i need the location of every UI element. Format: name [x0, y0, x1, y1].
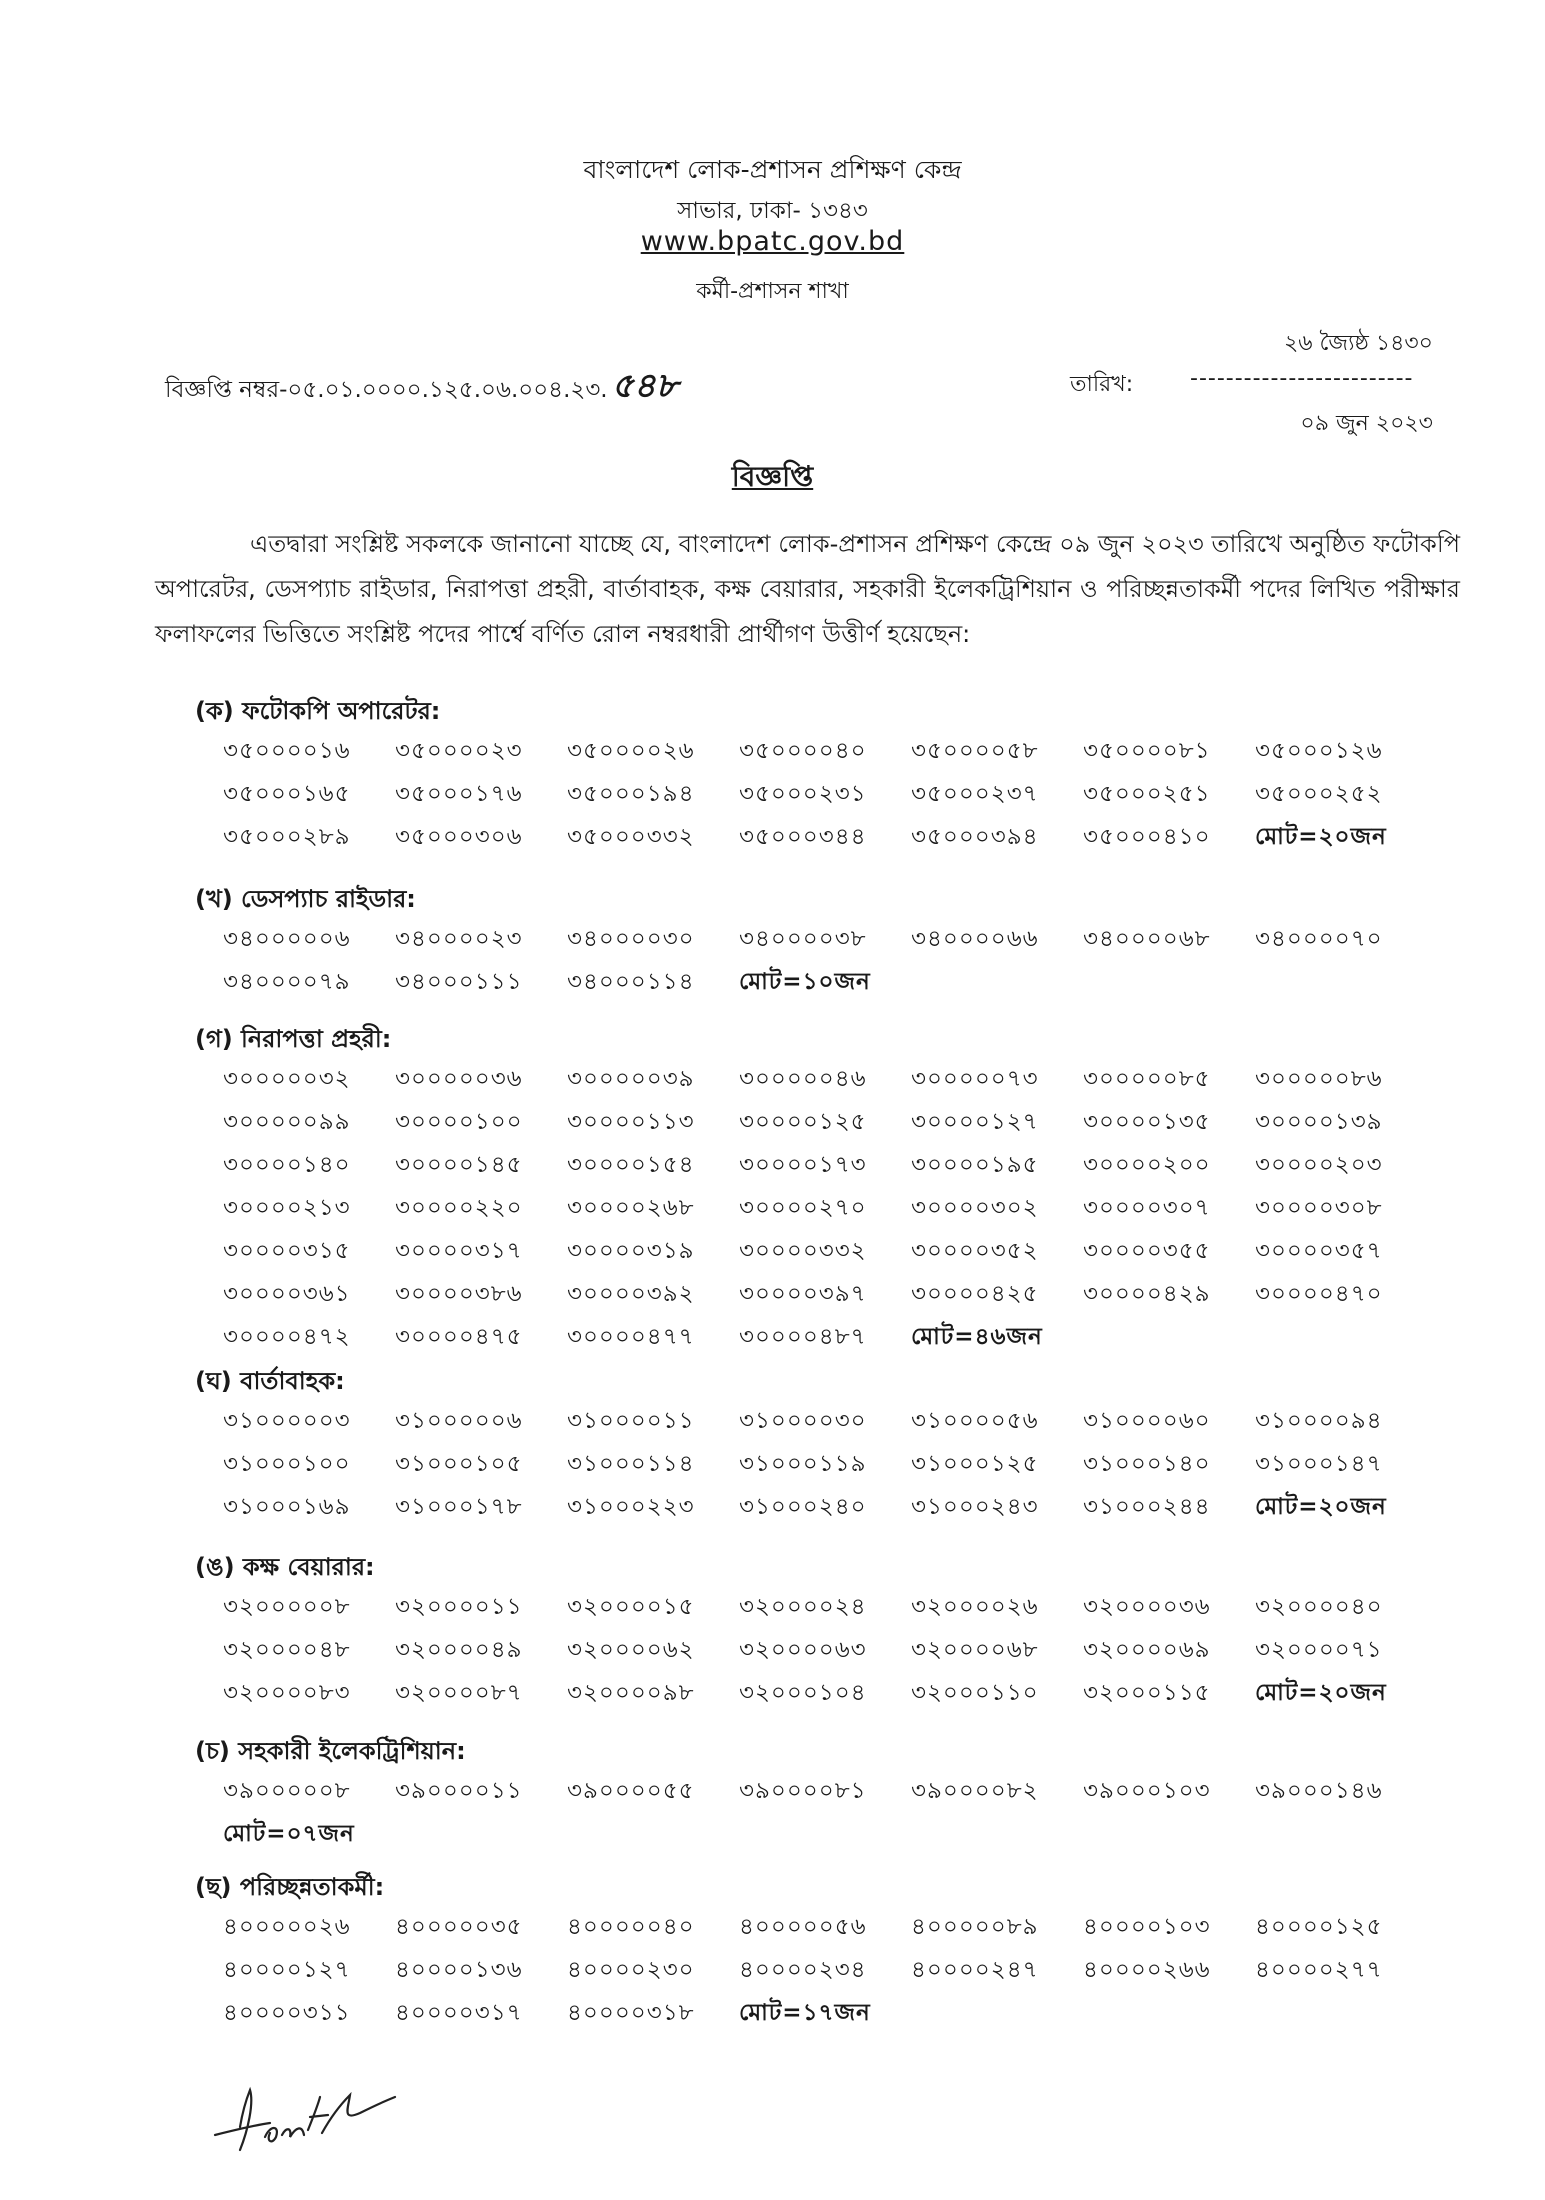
roll-number: ৩৪০০০১১৪ — [567, 969, 695, 995]
roll-number: ৩১০০০১৭৮ — [395, 1494, 523, 1520]
roll-number-grid — [205, 1906, 1455, 2035]
roll-number: ৩২০০০০৭১ — [1255, 1637, 1383, 1663]
organization-address: সাভার, ঢাকা- ১৩৪৩ — [677, 198, 868, 224]
roll-number: ৩১০০০১০০ — [223, 1451, 351, 1477]
roll-number: ৩৯০০০০০৮ — [223, 1778, 351, 1804]
roll-number: ৩১০০০০৫৬ — [911, 1408, 1039, 1434]
roll-number: ৪০০০০১০৩ — [1083, 1914, 1211, 1940]
roll-number: ৩১০০০০৬০ — [1083, 1408, 1211, 1434]
roll-number: ৪০০০০২৪৭ — [911, 1957, 1039, 1983]
roll-number: ৩৫০০০৩০৬ — [395, 824, 523, 850]
section-title: (খ) ডেসপ্যাচ রাইডার: — [195, 885, 416, 913]
roll-number-grid — [205, 1586, 1455, 1715]
roll-number: ৩৫০০০১৬৫ — [223, 781, 351, 807]
roll-number: ৩৯০০০০১১ — [395, 1778, 523, 1804]
roll-number: ৩৫০০০০১৬ — [223, 738, 351, 764]
roll-number: ৩১০০০২৪০ — [739, 1494, 867, 1520]
roll-number-grid — [205, 730, 1455, 859]
roll-number: ৩০০০০১৫৪ — [567, 1152, 695, 1178]
roll-number: ৩৫০০০০৫৮ — [911, 738, 1039, 764]
roll-number: ৩৪০০০০৩০ — [567, 926, 695, 952]
roll-number: ৩১০০০০১১ — [567, 1408, 695, 1434]
roll-number: ৩০০০০৩৬১ — [223, 1281, 351, 1307]
roll-number: ৩১০০০১১৯ — [739, 1451, 867, 1477]
roll-number: ৪০০০০০২৬ — [223, 1914, 351, 1940]
roll-number: ৩০০০০৪৭৭ — [567, 1324, 695, 1350]
roll-number: ৩০০০০৪৮৭ — [739, 1324, 867, 1350]
roll-number: ৩০০০০২০৩ — [1255, 1152, 1383, 1178]
date-line: ------------------------- — [1190, 366, 1414, 391]
roll-number: ৩৪০০০০৭৯ — [223, 969, 351, 995]
roll-number: ৩২০০০০৪৯ — [395, 1637, 523, 1663]
section-title: (ছ) পরিচ্ছন্নতাকর্মী: — [195, 1873, 385, 1901]
section-total: মোট=১৭জন — [739, 2000, 871, 2026]
website-link[interactable]: www.bpatc.gov.bd — [640, 226, 905, 257]
roll-number: ৩৯০০০০৮১ — [739, 1778, 867, 1804]
notice-body: এতদ্বারা সংশ্লিষ্ট সকলকে জানানো যাচ্ছে যে, বাংলাদেশ লোক-প্রশাসন প্রশিক্ষণ কেন্দ্রে ০৯ জুন ২০২৩ তারিখে অনুষ্ঠিত ফটোকপি অপারেটর, ডেসপ্যাচ রাইডার, নিরাপত্তা প্রহরী, বার্তাবাহক, কক্ষ বেয়ারার, সহকারী ইলেকট্রিশিয়ান ও পরিচ্ছন্নতাকর্মী পদের লিখিত পরীক্ষার ফলাফলের ভিত্তিতে সংশ্লিষ্ট পদের পার্শ্বে বর্ণিত রোল নম্বরধারী প্রার্থীগণ উত্তীর্ণ হয়েছেন: — [155, 530, 1460, 648]
roll-number: ৩০০০০০৩৬ — [395, 1066, 523, 1092]
section-total: মোট=২০জন — [1255, 1680, 1387, 1706]
roll-number: ৩৫০০০২৩৭ — [911, 781, 1039, 807]
roll-number: ৩১০০০২৪৩ — [911, 1494, 1039, 1520]
memo-number-text: বিজ্ঞপ্তি নম্বর-০৫.০১.০০০০.১২৫.০৬.০০৪.২৩. — [165, 377, 608, 403]
roll-number: ৩১০০০০০৬ — [395, 1408, 523, 1434]
roll-number: ৩১০০০০৯৪ — [1255, 1408, 1383, 1434]
memo-handwritten-number: ৫৪৮ — [611, 366, 678, 406]
roll-number: ৩০০০০৩৫২ — [911, 1238, 1039, 1264]
roll-number: ৪০০০০২৭৭ — [1255, 1957, 1383, 1983]
roll-number: ৩০০০০১২৭ — [911, 1109, 1039, 1135]
roll-number: ৩০০০০০৯৯ — [223, 1109, 351, 1135]
roll-number: ৩৯০০০০৫৫ — [567, 1778, 695, 1804]
roll-number: ৩১০০০০৩০ — [739, 1408, 867, 1434]
roll-number: ৩০০০০০৮৬ — [1255, 1066, 1383, 1092]
roll-number: ৪০০০০১২৫ — [1255, 1914, 1383, 1940]
roll-number: ৩২০০০০১৫ — [567, 1594, 695, 1620]
notice-title-text: বিজ্ঞপ্তি — [731, 460, 814, 493]
organization-name: বাংলাদেশ লোক-প্রশাসন প্রশিক্ষণ কেন্দ্র — [583, 155, 962, 184]
roll-number: ৩০০০০৪৭২ — [223, 1324, 351, 1350]
roll-number: ৩০০০০২০০ — [1083, 1152, 1211, 1178]
section-total: মোট=২০জন — [1255, 824, 1387, 850]
roll-number: ৩০০০০২৬৮ — [567, 1195, 695, 1221]
roll-number-grid — [205, 1058, 1455, 1359]
roll-number: ৩২০০০০৪০ — [1255, 1594, 1383, 1620]
result-section — [195, 1020, 1455, 1359]
roll-number: ৩৪০০০১১১ — [395, 969, 523, 995]
roll-number: ৩১০০০০০৩ — [223, 1408, 351, 1434]
english-date: ০৯ জুন ২০২৩ — [1300, 411, 1433, 436]
roll-number: ৩৫০০০০৪০ — [739, 738, 867, 764]
roll-number: ৩২০০০০৮৭ — [395, 1680, 523, 1706]
roll-number: ৩২০০০০৬৮ — [911, 1637, 1039, 1663]
roll-number: ৩৫০০০৩৪৪ — [739, 824, 867, 850]
roll-number: ৩০০০০৩৫৫ — [1083, 1238, 1211, 1264]
roll-number: ৩৫০০০১৯৪ — [567, 781, 695, 807]
roll-number: ৩২০০০০৬৯ — [1083, 1637, 1211, 1663]
roll-number: ৩০০০০৩৮৬ — [395, 1281, 523, 1307]
roll-number: ৩৫০০০৪১০ — [1083, 824, 1211, 850]
roll-number: ৩০০০০৩১৭ — [395, 1238, 523, 1264]
section-title: (ঘ) বার্তাবাহক: — [195, 1367, 345, 1395]
roll-number: ৩০০০০০৪৬ — [739, 1066, 867, 1092]
roll-number: ৩১০০০২২৩ — [567, 1494, 695, 1520]
roll-number: ৩২০০০০২৪ — [739, 1594, 867, 1620]
roll-number: ৩০০০০১৭৩ — [739, 1152, 867, 1178]
roll-number-grid — [205, 1400, 1455, 1529]
roll-number: ৩১০০০১৬৯ — [223, 1494, 351, 1520]
roll-number: ৪০০০০০৫৬ — [739, 1914, 867, 1940]
roll-number: ৩০০০০১৪০ — [223, 1152, 351, 1178]
roll-number: ৩০০০০৪৭০ — [1255, 1281, 1383, 1307]
roll-number: ৩০০০০৩৯৭ — [739, 1281, 867, 1307]
roll-number: ৩৯০০০০৮২ — [911, 1778, 1039, 1804]
roll-number: ৪০০০০২৩০ — [567, 1957, 695, 1983]
roll-number: ৩০০০০০৭৩ — [911, 1066, 1039, 1092]
roll-number: ৪০০০০২৬৬ — [1083, 1957, 1211, 1983]
result-section — [195, 692, 1455, 859]
roll-number: ৩২০০০০১১ — [395, 1594, 523, 1620]
roll-number: ৩২০০০০৪৮ — [223, 1637, 351, 1663]
roll-number: ৩৪০০০০৩৮ — [739, 926, 867, 952]
roll-number-grid — [205, 918, 1455, 1004]
roll-number: ৩০০০০০৩২ — [223, 1066, 351, 1092]
memo-number — [165, 360, 678, 417]
roll-number: ৩০০০০৩১৯ — [567, 1238, 695, 1264]
roll-number-grid — [205, 1770, 1455, 1856]
roll-number: ৩০০০০১৯৫ — [911, 1152, 1039, 1178]
roll-number: ৩১০০০১৪৭ — [1255, 1451, 1383, 1477]
roll-number: ৪০০০০৩১৭ — [395, 2000, 523, 2026]
roll-number: ৩০০০০২২০ — [395, 1195, 523, 1221]
roll-number: ৪০০০০১২৭ — [223, 1957, 351, 1983]
roll-number: ৩৫০০০১৭৬ — [395, 781, 523, 807]
roll-number: ৩০০০০১৩৫ — [1083, 1109, 1211, 1135]
roll-number: ৩০০০০০৩৯ — [567, 1066, 695, 1092]
roll-number: ৩১০০০১১৪ — [567, 1451, 695, 1477]
roll-number: ৩০০০০১০০ — [395, 1109, 523, 1135]
roll-number: ৪০০০০২৩৪ — [739, 1957, 867, 1983]
roll-number: ৩৪০০০০৭০ — [1255, 926, 1383, 952]
signature — [210, 2075, 430, 2165]
roll-number: ৩৪০০০০২৩ — [395, 926, 523, 952]
roll-number: ৩০০০০৩৯২ — [567, 1281, 695, 1307]
roll-number: ৩১০০০১০৫ — [395, 1451, 523, 1477]
result-section — [195, 1732, 1455, 1856]
section-total: মোট=০৭জন — [223, 1821, 355, 1847]
result-section — [195, 880, 1455, 1004]
section-title: (গ) নিরাপত্তা প্রহরী: — [195, 1025, 392, 1053]
roll-number: ৩০০০০২৭০ — [739, 1195, 867, 1221]
roll-number: ৩০০০০৩১৫ — [223, 1238, 351, 1264]
section-total: মোট=৪৬জন — [911, 1324, 1043, 1350]
roll-number: ৩০০০০৩০৮ — [1255, 1195, 1383, 1221]
roll-number: ৩২০০০০৬৩ — [739, 1637, 867, 1663]
branch-name: কর্মী-প্রশাসন শাখা — [696, 279, 849, 304]
roll-number: ৩০০০০০৮৫ — [1083, 1066, 1211, 1092]
roll-number: ৩২০০০১০৪ — [739, 1680, 867, 1706]
roll-number: ৩৯০০০১৪৬ — [1255, 1778, 1383, 1804]
roll-number: ৩৯০০০১০৩ — [1083, 1778, 1211, 1804]
roll-number: ৩১০০০২৪৪ — [1083, 1494, 1211, 1520]
roll-number: ৩৫০০০২৫২ — [1255, 781, 1383, 807]
roll-number: ৩১০০০১৪০ — [1083, 1451, 1211, 1477]
bangla-date: ২৬ জ্যৈষ্ঠ ১৪৩০ — [1283, 331, 1433, 356]
section-title: (ক) ফটোকপি অপারেটর: — [195, 697, 441, 725]
roll-number: ৩০০০০৪২৫ — [911, 1281, 1039, 1307]
roll-number: ৩৫০০০২৮৯ — [223, 824, 351, 850]
roll-number: ৩৫০০০০৮১ — [1083, 738, 1211, 764]
roll-number: ৩২০০০১১৫ — [1083, 1680, 1211, 1706]
roll-number: ৩২০০০০৯৮ — [567, 1680, 695, 1706]
section-title: (চ) সহকারী ইলেকট্রিশিয়ান: — [195, 1737, 466, 1765]
roll-number: ৩২০০০১১০ — [911, 1680, 1039, 1706]
roll-number: ৪০০০০০৪০ — [567, 1914, 695, 1940]
roll-number: ৩৫০০০২৩১ — [739, 781, 867, 807]
section-total: মোট=২০জন — [1255, 1494, 1387, 1520]
roll-number: ৩০০০০২১৩ — [223, 1195, 351, 1221]
roll-number: ৩০০০০৩৫৭ — [1255, 1238, 1383, 1264]
roll-number: ৩২০০০০২৬ — [911, 1594, 1039, 1620]
roll-number: ৩০০০০১৪৫ — [395, 1152, 523, 1178]
roll-number: ৩৫০০০০২৩ — [395, 738, 523, 764]
roll-number: ৩০০০০৩০২ — [911, 1195, 1039, 1221]
roll-number: ৩৪০০০০৬৮ — [1083, 926, 1211, 952]
section-total: মোট=১০জন — [739, 969, 871, 995]
roll-number: ৩৪০০০০৬৬ — [911, 926, 1039, 952]
roll-number: ৩০০০০১১৩ — [567, 1109, 695, 1135]
roll-number: ৩০০০০৪২৯ — [1083, 1281, 1211, 1307]
roll-number: ৩২০০০০৮৩ — [223, 1680, 351, 1706]
result-section — [195, 1548, 1455, 1715]
roll-number: ৩২০০০০৩৬ — [1083, 1594, 1211, 1620]
section-title: (ঙ) কক্ষ বেয়ারার: — [195, 1553, 375, 1581]
result-section — [195, 1868, 1455, 2035]
roll-number: ৩০০০০৩০৭ — [1083, 1195, 1211, 1221]
roll-number: ৩৪০০০০০৬ — [223, 926, 351, 952]
roll-number: ৩০০০০১২৫ — [739, 1109, 867, 1135]
roll-number: ৪০০০০৩১৮ — [567, 2000, 695, 2026]
roll-number: ৩২০০০০০৮ — [223, 1594, 351, 1620]
roll-number: ৩৫০০০৩৯৪ — [911, 824, 1039, 850]
result-section — [195, 1362, 1455, 1529]
roll-number: ৪০০০০০৩৫ — [395, 1914, 523, 1940]
roll-number: ৩৫০০০০২৬ — [567, 738, 695, 764]
roll-number: ৪০০০০৩১১ — [223, 2000, 351, 2026]
roll-number: ৩০০০০৩৩২ — [739, 1238, 867, 1264]
roll-number: ৩০০০০৪৭৫ — [395, 1324, 523, 1350]
roll-number: ৪০০০০১৩৬ — [395, 1957, 523, 1983]
roll-number: ৩০০০০১৩৯ — [1255, 1109, 1383, 1135]
roll-number: ৩১০০০১২৫ — [911, 1451, 1039, 1477]
roll-number: ৪০০০০০৮৯ — [911, 1914, 1039, 1940]
notice-title — [0, 455, 1545, 502]
roll-number: ৩৫০০০১২৬ — [1255, 738, 1383, 764]
date-label: তারিখ: — [1070, 372, 1134, 397]
roll-number: ৩৫০০০২৫১ — [1083, 781, 1211, 807]
roll-number: ৩২০০০০৬২ — [567, 1637, 695, 1663]
roll-number: ৩৫০০০৩৩২ — [567, 824, 695, 850]
